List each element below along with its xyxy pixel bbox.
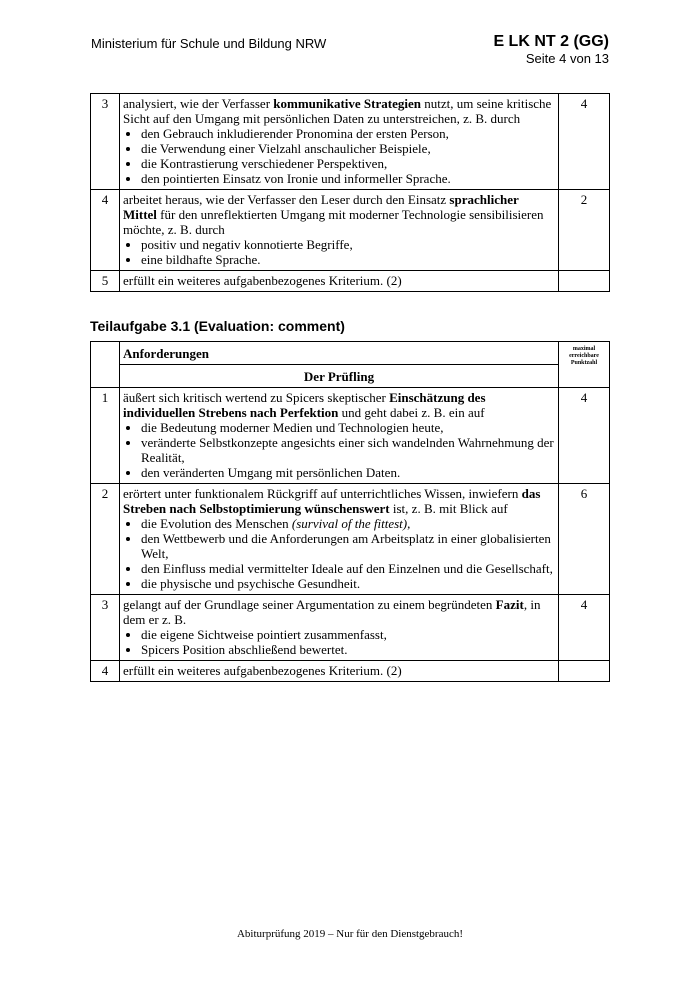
row-number: 3 [91, 595, 120, 661]
list-item: • Spicers Position abschließend bewertet. [141, 642, 555, 657]
criterion-cell [120, 595, 559, 661]
criterion-cell: erfüllt ein weiteres aufgabenbezogenes Kriterium. (2) [120, 271, 559, 292]
points-cell [559, 271, 610, 292]
points-cell: 4 [559, 94, 610, 190]
criterion-keyword: das Streben nach Selbstoptimierung wünschenswert [123, 486, 541, 516]
points-cell: 2 [559, 190, 610, 271]
criterion-text: nutzt, um seine kritische Sicht auf den Umgang mit persönlichen Daten zu unterstreichen, z. B. durch [123, 96, 552, 126]
list-item [141, 516, 555, 531]
header-empty-cell [91, 342, 120, 388]
row-number: 2 [91, 484, 120, 595]
list-item: • die Bedeutung moderner Medien und Technologien heute, [141, 420, 555, 435]
list-item: • veränderte Selbstkonzepte angesichts einer sich wandelnden Wahrnehmung der Realität, [141, 435, 555, 465]
list-item: • eine bildhafte Sprache. [141, 252, 555, 267]
points-cell: 4 [559, 388, 610, 484]
list-item: • den pointierten Einsatz von Ironie und informeller Sprache. [141, 171, 555, 186]
points-cell: 6 [559, 484, 610, 595]
bullet-list [123, 126, 555, 186]
criterion-cell [120, 484, 559, 595]
page-number: Seite 4 von 13 [525, 51, 609, 66]
table-row [91, 388, 610, 484]
criterion-keyword: kommunikative Strategien [273, 96, 421, 111]
criterion-text: erörtert unter funktionalem Rückgriff auf unterrichtliches Wissen, inwiefern [123, 486, 522, 501]
list-item: • positiv und negativ konnotierte Begriffe, [141, 237, 555, 252]
criterion-keyword: Einschätzung des individuellen Strebens nach Perfektion [123, 390, 486, 420]
list-item-text: die Evolution des Menschen [141, 516, 292, 531]
list-item: • den Einfluss medial vermittelter Ideale auf den Einzelnen und die Gesellschaft, [141, 561, 555, 576]
requirements-header: Anforderungen [120, 342, 559, 365]
table-row [91, 94, 610, 190]
table-row [91, 271, 610, 292]
bullet-list [123, 237, 555, 267]
document-header [493, 33, 609, 66]
criterion-text: ist, z. B. mit Blick auf [389, 501, 508, 516]
ministry-name: Ministerium für Schule und Bildung NRW [91, 36, 327, 51]
criterion-text: gelangt auf der Grundlage seiner Argumentation zu einem begründeten [123, 597, 496, 612]
section-title: Teilaufgabe 3.1 (Evaluation: comment) [90, 318, 345, 334]
list-item: • die Kontrastierung verschiedener Perspektiven, [141, 156, 555, 171]
table-row [91, 595, 610, 661]
points-cell [559, 661, 610, 682]
list-item-text: , [407, 516, 411, 531]
list-item: • den veränderten Umgang mit persönlichen Daten. [141, 465, 555, 480]
criterion-text: und geht dabei z. B. ein auf [338, 405, 485, 420]
table-header-row [91, 342, 610, 365]
page-footer: Abiturprüfung 2019 – Nur für den Dienstgebrauch! [236, 928, 464, 940]
criterion-cell [120, 94, 559, 190]
row-number: 4 [91, 190, 120, 271]
criteria-table-evaluation [90, 341, 610, 682]
max-points-label: erreichbare [569, 353, 599, 359]
bullet-list [123, 420, 555, 480]
table-row [91, 190, 610, 271]
row-number: 5 [91, 271, 120, 292]
criterion-keyword: Fazit [495, 597, 524, 612]
points-cell: 4 [559, 595, 610, 661]
list-item: • die eigene Sichtweise pointiert zusammenfasst, [141, 627, 555, 642]
list-item-italic: (survival of the fittest) [291, 516, 408, 531]
criterion-text: arbeitet heraus, wie der Verfasser den Leser durch den Einsatz [123, 192, 450, 207]
row-number: 1 [91, 388, 120, 484]
row-number: 4 [91, 661, 120, 682]
list-item: • den Gebrauch inkludierender Pronomina der ersten Person, [141, 126, 555, 141]
exam-code: E LK NT 2 (GG) [493, 33, 609, 50]
criterion-keyword: sprachlicher Mittel [123, 192, 519, 222]
criterion-text: äußert sich kritisch wertend zu Spicers skeptischer [123, 390, 390, 405]
list-item: • die physische und psychische Gesundheit. [141, 576, 555, 591]
list-item: • den Wettbewerb und die Anforderungen am Arbeitsplatz in einer globalisierten Welt, [141, 531, 555, 561]
bullet-list [123, 627, 555, 657]
criteria-table-continued [90, 93, 610, 292]
max-points-label: Punktzahl [570, 360, 598, 366]
table-row [91, 484, 610, 595]
max-points-header [559, 342, 610, 388]
list-item: • die Verwendung einer Vielzahl anschaulicher Beispiele, [141, 141, 555, 156]
criterion-cell [120, 388, 559, 484]
criterion-text: , in dem er z. B. [123, 597, 541, 627]
criterion-text: analysiert, wie der Verfasser [123, 96, 274, 111]
criterion-text: für den unreflektierten Umgang mit moderner Technologie sensibilisieren möchte, z. B. durch [123, 207, 544, 237]
bullet-list [123, 516, 555, 591]
candidate-subheader: Der Prüfling [120, 365, 559, 388]
table-row [91, 661, 610, 682]
row-number: 3 [91, 94, 120, 190]
criterion-cell [120, 190, 559, 271]
table-subheader-row [91, 365, 610, 388]
criterion-cell: erfüllt ein weiteres aufgabenbezogenes Kriterium. (2) [120, 661, 559, 682]
max-points-label: maximal [572, 346, 596, 352]
